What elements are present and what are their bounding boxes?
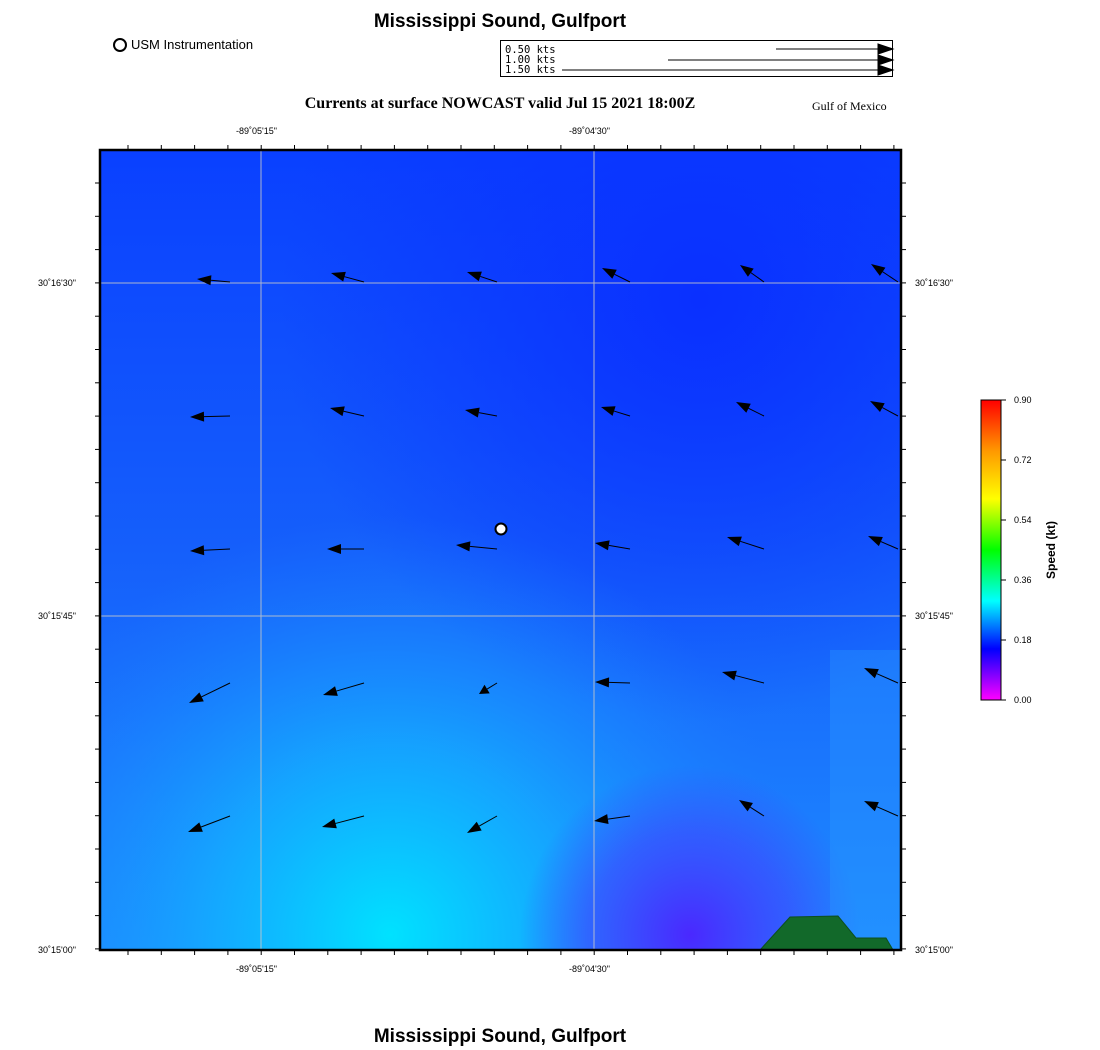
colorbar-tick-label: 0.72 xyxy=(1014,455,1032,465)
colorbar-tick-label: 0.90 xyxy=(1014,395,1032,405)
lat-label-right: 30˚15'45" xyxy=(915,611,953,621)
lon-label-bottom: -89˚05'15" xyxy=(236,964,277,974)
vector-scale-arrows xyxy=(562,44,893,75)
lat-label-left: 30˚15'00" xyxy=(38,945,76,955)
vector-scale-label: 0.50 kts xyxy=(505,44,556,56)
lon-label-top: -89˚04'30" xyxy=(569,126,610,136)
station-marker[interactable] xyxy=(496,524,507,535)
colorbar xyxy=(981,400,1001,700)
map-subtitle: Currents at surface NOWCAST valid Jul 15 2021 18:00Z xyxy=(304,95,696,112)
colorbar-ticks xyxy=(1001,400,1006,700)
lat-label-right: 30˚16'30" xyxy=(915,278,953,288)
colorbar-tick-label: 0.36 xyxy=(1014,575,1032,585)
region-label: Gulf of Mexico xyxy=(812,99,887,113)
colorbar-tick-label: 0.54 xyxy=(1014,515,1032,525)
station-legend-label: USM Instrumentation xyxy=(131,37,254,52)
colorbar-tick-label: 0.18 xyxy=(1014,635,1032,645)
lat-label-left: 30˚15'45" xyxy=(38,611,76,621)
lon-label-top: -89˚05'15" xyxy=(236,126,277,136)
map-footer-title: Mississippi Sound, Gulfport xyxy=(373,1026,627,1047)
colorbar-tick-label: 0.00 xyxy=(1014,695,1032,705)
water-field xyxy=(100,150,910,950)
lat-label-right: 30˚15'00" xyxy=(915,945,953,955)
vector-scale-label: 1.50 kts xyxy=(505,64,556,76)
colorbar-title: Speed (kt) xyxy=(1044,521,1058,580)
map-title: Mississippi Sound, Gulfport xyxy=(373,11,627,32)
vector-scale-label: 1.00 kts xyxy=(505,54,556,66)
lon-label-bottom: -89˚04'30" xyxy=(569,964,610,974)
lat-label-left: 30˚16'30" xyxy=(38,278,76,288)
